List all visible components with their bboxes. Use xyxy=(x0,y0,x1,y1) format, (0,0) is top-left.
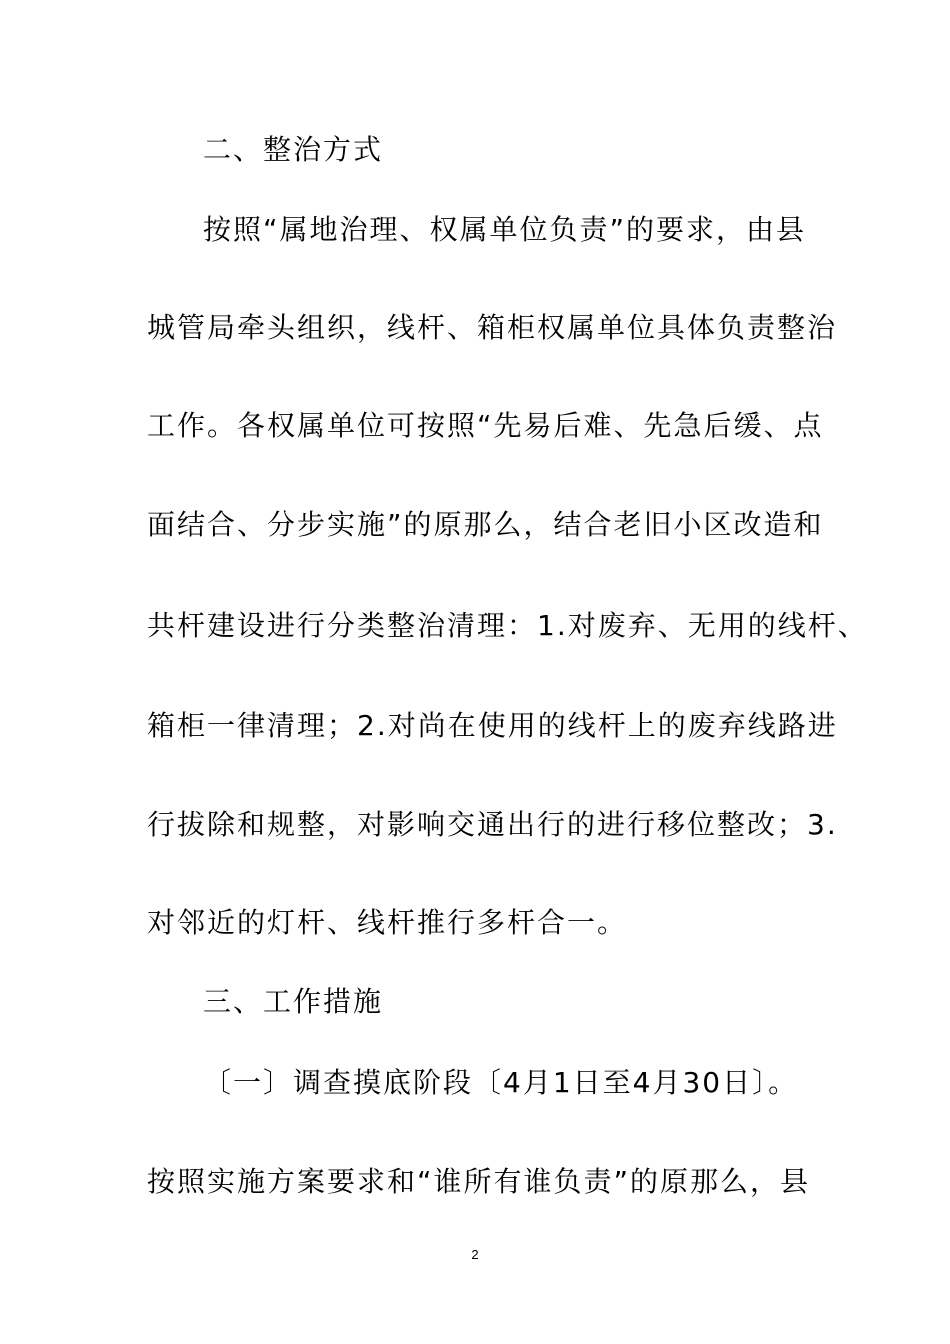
paragraph-line: 面结合、分步实施”的原那么，结合老旧小区改造和 xyxy=(147,508,824,541)
paragraph-line: 按照“属地治理、权属单位负责”的要求，由县 xyxy=(203,213,807,246)
subsection-heading: 〔一〕调查摸底阶段〔4月1日至4月30日〕。 xyxy=(203,1066,799,1099)
paragraph-line: 对邻近的灯杆、线杆推行多杆合一。 xyxy=(147,906,628,939)
paragraph-line: 工作。各权属单位可按照“先易后难、先急后缓、点 xyxy=(147,409,824,442)
section-heading-3: 三、工作措施 xyxy=(203,985,384,1018)
page-number: 2 xyxy=(471,1247,479,1262)
paragraph-line: 城管局牵头组织，线杆、箱柜权属单位具体负责整治 xyxy=(147,311,838,344)
paragraph-line: 箱柜一律清理；2.对尚在使用的线杆上的废弃线路进 xyxy=(147,709,838,742)
paragraph-line: 共杆建设进行分类整治清理：1.对废弃、无用的线杆、 xyxy=(147,609,868,642)
paragraph-line: 按照实施方案要求和“谁所有谁负责”的原那么，县 xyxy=(147,1165,811,1198)
section-heading-2: 二、整治方式 xyxy=(203,133,384,166)
paragraph-line: 行拔除和规整，对影响交通出行的进行移位整改；3. xyxy=(147,808,838,841)
